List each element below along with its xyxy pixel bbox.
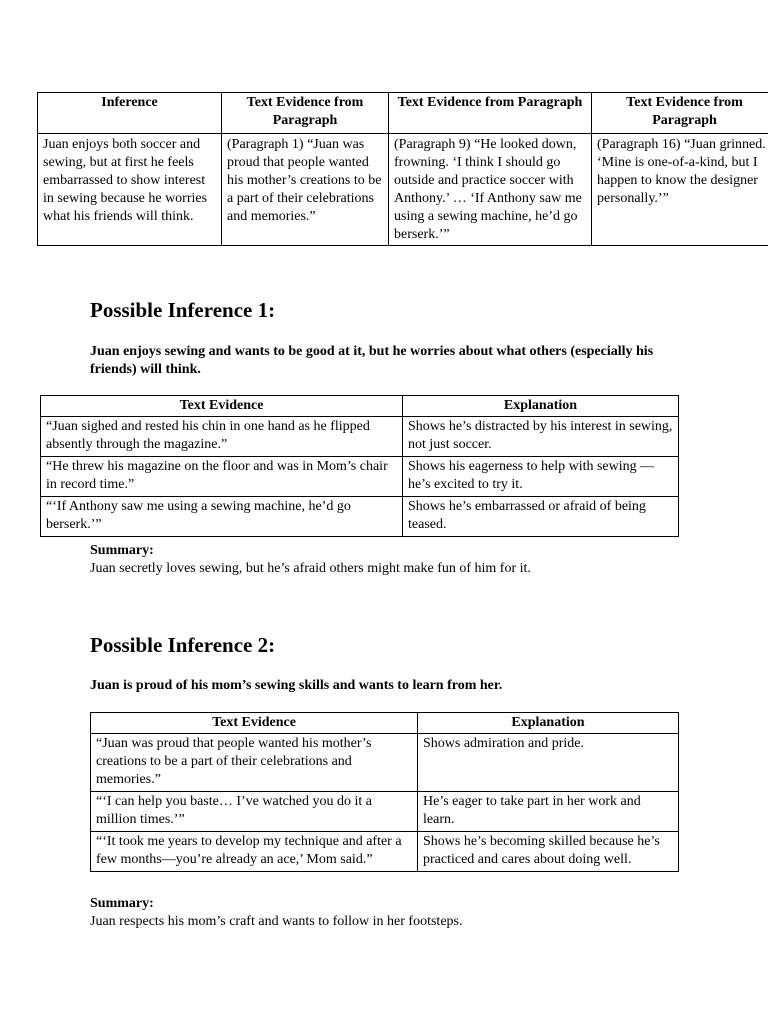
table-row xyxy=(38,134,768,246)
header-evidence-3: Text Evidence from Paragraph xyxy=(592,93,768,134)
table-row xyxy=(41,417,679,457)
inference-cell: Juan enjoys both soccer and sewing, but at first he feels embarrassed to show interest in sewing because he worries what his friends will think. xyxy=(38,134,222,246)
inference-2-heading: Possible Inference 2: xyxy=(90,633,276,657)
table-header-row xyxy=(41,396,679,417)
inference-1-heading: Possible Inference 1: xyxy=(90,298,276,322)
evidence-cell-paragraph-9: (Paragraph 9) “He looked down, frowning. ‘I think I should go outside and practice soccer with Anthony.’ … ‘If Anthony saw me using a sewing machine, he’d go berserk.’” xyxy=(389,134,592,246)
table-row xyxy=(41,497,679,537)
header-evidence-1: Text Evidence from Paragraph xyxy=(222,93,389,134)
table-row xyxy=(41,457,679,497)
summary-label: Summary: xyxy=(90,543,154,558)
inference-2-summary xyxy=(90,895,710,931)
evidence-cell: “‘I can help you baste… I’ve watched you do it a million times.’” xyxy=(91,792,418,832)
explanation-cell: Shows admiration and pride. xyxy=(418,734,679,792)
inference-1-summary xyxy=(90,542,710,578)
summary-text: Juan respects his mom’s craft and wants to follow in her footsteps. xyxy=(90,914,463,929)
explanation-cell: Shows he’s embarrassed or afraid of being teased. xyxy=(403,497,679,537)
table-row xyxy=(91,792,679,832)
summary-label: Summary: xyxy=(90,896,154,911)
header-explanation: Explanation xyxy=(403,396,679,417)
evidence-cell: “‘It took me years to develop my technique and after a few months—you’re already an ace,’ Mom said.” xyxy=(91,832,418,872)
explanation-cell: Shows his eagerness to help with sewing — he’s excited to try it. xyxy=(403,457,679,497)
evidence-cell: “‘If Anthony saw me using a sewing machine, he’d go berserk.’” xyxy=(41,497,403,537)
explanation-cell: Shows he’s becoming skilled because he’s practiced and cares about doing well. xyxy=(418,832,679,872)
table-header-row xyxy=(91,713,679,734)
evidence-cell: “Juan was proud that people wanted his mother’s creations to be a part of their celebrations and memories.” xyxy=(91,734,418,792)
inference-1-table xyxy=(40,395,679,537)
inference-evidence-table xyxy=(37,92,768,246)
table-row xyxy=(91,734,679,792)
evidence-cell: “He threw his magazine on the floor and was in Mom’s chair in record time.” xyxy=(41,457,403,497)
header-evidence-2: Text Evidence from Paragraph xyxy=(389,93,592,134)
evidence-cell: “Juan sighed and rested his chin in one hand as he flipped absently through the magazine.” xyxy=(41,417,403,457)
explanation-cell: Shows he’s distracted by his interest in sewing, not just soccer. xyxy=(403,417,679,457)
evidence-cell-paragraph-16: (Paragraph 16) “Juan grinned. ‘Mine is one-of-a-kind, but I happen to know the designer personally.’” xyxy=(592,134,768,246)
inference-2-statement: Juan is proud of his mom’s sewing skills and wants to learn from her. xyxy=(90,678,503,693)
header-text-evidence: Text Evidence xyxy=(91,713,418,734)
header-inference: Inference xyxy=(38,93,222,134)
table-row xyxy=(91,832,679,872)
explanation-cell: He’s eager to take part in her work and learn. xyxy=(418,792,679,832)
summary-text: Juan secretly loves sewing, but he’s afraid others might make fun of him for it. xyxy=(90,561,531,576)
inference-2-table xyxy=(90,712,679,872)
evidence-cell-paragraph-1: (Paragraph 1) “Juan was proud that people wanted his mother’s creations to be a part of their celebrations and memories.” xyxy=(222,134,389,246)
table-header-row xyxy=(38,93,768,134)
header-text-evidence: Text Evidence xyxy=(41,396,403,417)
inference-1-statement: Juan enjoys sewing and wants to be good at it, but he worries about what others (especially his friends) will think. xyxy=(90,344,654,377)
header-explanation: Explanation xyxy=(418,713,679,734)
